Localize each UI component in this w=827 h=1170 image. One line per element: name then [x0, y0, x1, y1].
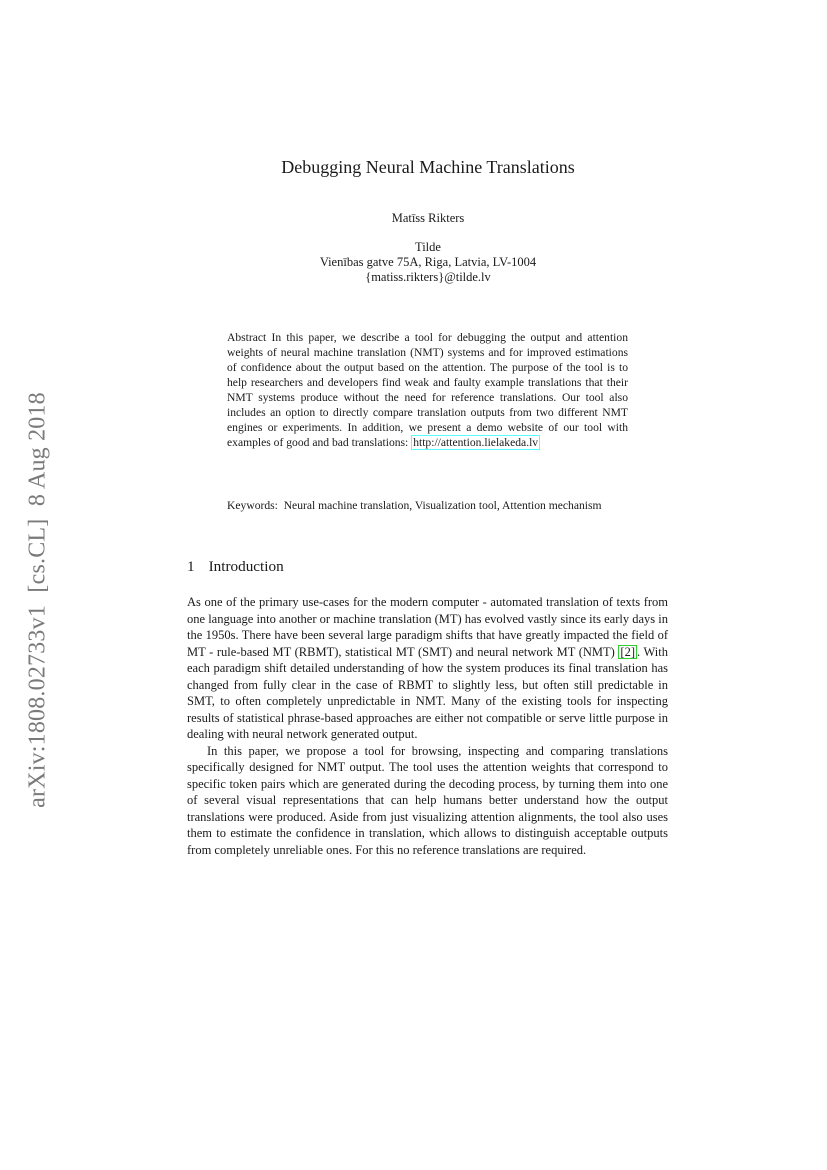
keywords — [227, 498, 647, 513]
paper-title: Debugging Neural Machine Translations — [281, 157, 575, 177]
section-title: Introduction — [208, 558, 284, 575]
arxiv-identifier-stamp: arXiv:1808.02733v1 [cs.CL] 8 Aug 2018 — [24, 392, 51, 808]
keywords-text: Neural machine translation, Visualization tool, Attention mechanism — [283, 499, 602, 512]
paragraph-text: . With each paradigm shift detailed understanding of how the system produces its final translation has changed from fully clear in the case of RBMT to slightly less, but often still predictable in SMT, to often completely unpredictable in NMT. Many of the existing tools for inspecting results of statistical phrase-based approaches are either not compatible or serve little purpose in dealing with neural network generated output. — [187, 644, 668, 741]
author-name: Matīss Rikters — [391, 211, 465, 225]
keywords-label: Keywords: — [227, 499, 278, 512]
abstract-label: Abstract — [227, 331, 267, 344]
introduction-body — [187, 594, 668, 858]
address: Vienības gatve 75A, Riga, Latvia, LV-1004 — [319, 255, 537, 269]
email: {matiss.rikters}@tilde.lv — [365, 270, 491, 284]
affiliation: Tilde — [415, 240, 441, 254]
citation-link[interactable]: [2] — [620, 644, 635, 659]
paragraph-text: As one of the primary use-cases for the modern computer - automated translation of texts from one language into another or machine translation (MT) has evolved vastly since its early days in the 1950s. There have been several large paradigm shifts that have greatly impacted the field of MT - rule-based MT (RBMT), statistical MT (SMT) and neural network MT (NMT) — [187, 595, 668, 659]
paragraph: In this paper, we propose a tool for browsing, inspecting and comparing translations specifically designed for NMT output. The tool uses the attention weights that correspond to specific token pairs which are generated during the decoding process, by turning them into one of several visual representations that can help humans better understand how the output translations were produced. Aside from just visualizing attention alignments, the tool also uses them to estimate the confidence in translation, which allows to distinguish acceptable outputs from completely unreliable ones. For this no reference translations are required. — [187, 743, 668, 857]
abstract-text: In this paper, we describe a tool for debugging the output and attention weights of neural machine translation (NMT) systems and for improved estimations of confidence about the output based on the attention. The purpose of the tool is to help researchers and developers find weak and faulty example translations that their NMT systems produce without the need for reference translations. Our tool also includes an option to directly compare translation outputs from two different NMT engines or experiments. In addition, we present a demo website of our tool with examples of good and bad translations: — [227, 331, 628, 449]
section-heading-introduction — [187, 558, 284, 576]
abstract — [227, 330, 628, 450]
section-number: 1 — [187, 558, 195, 575]
paragraph — [187, 594, 668, 743]
demo-link[interactable]: http://attention.lielakeda.lv — [413, 436, 539, 449]
author-block — [0, 211, 827, 285]
